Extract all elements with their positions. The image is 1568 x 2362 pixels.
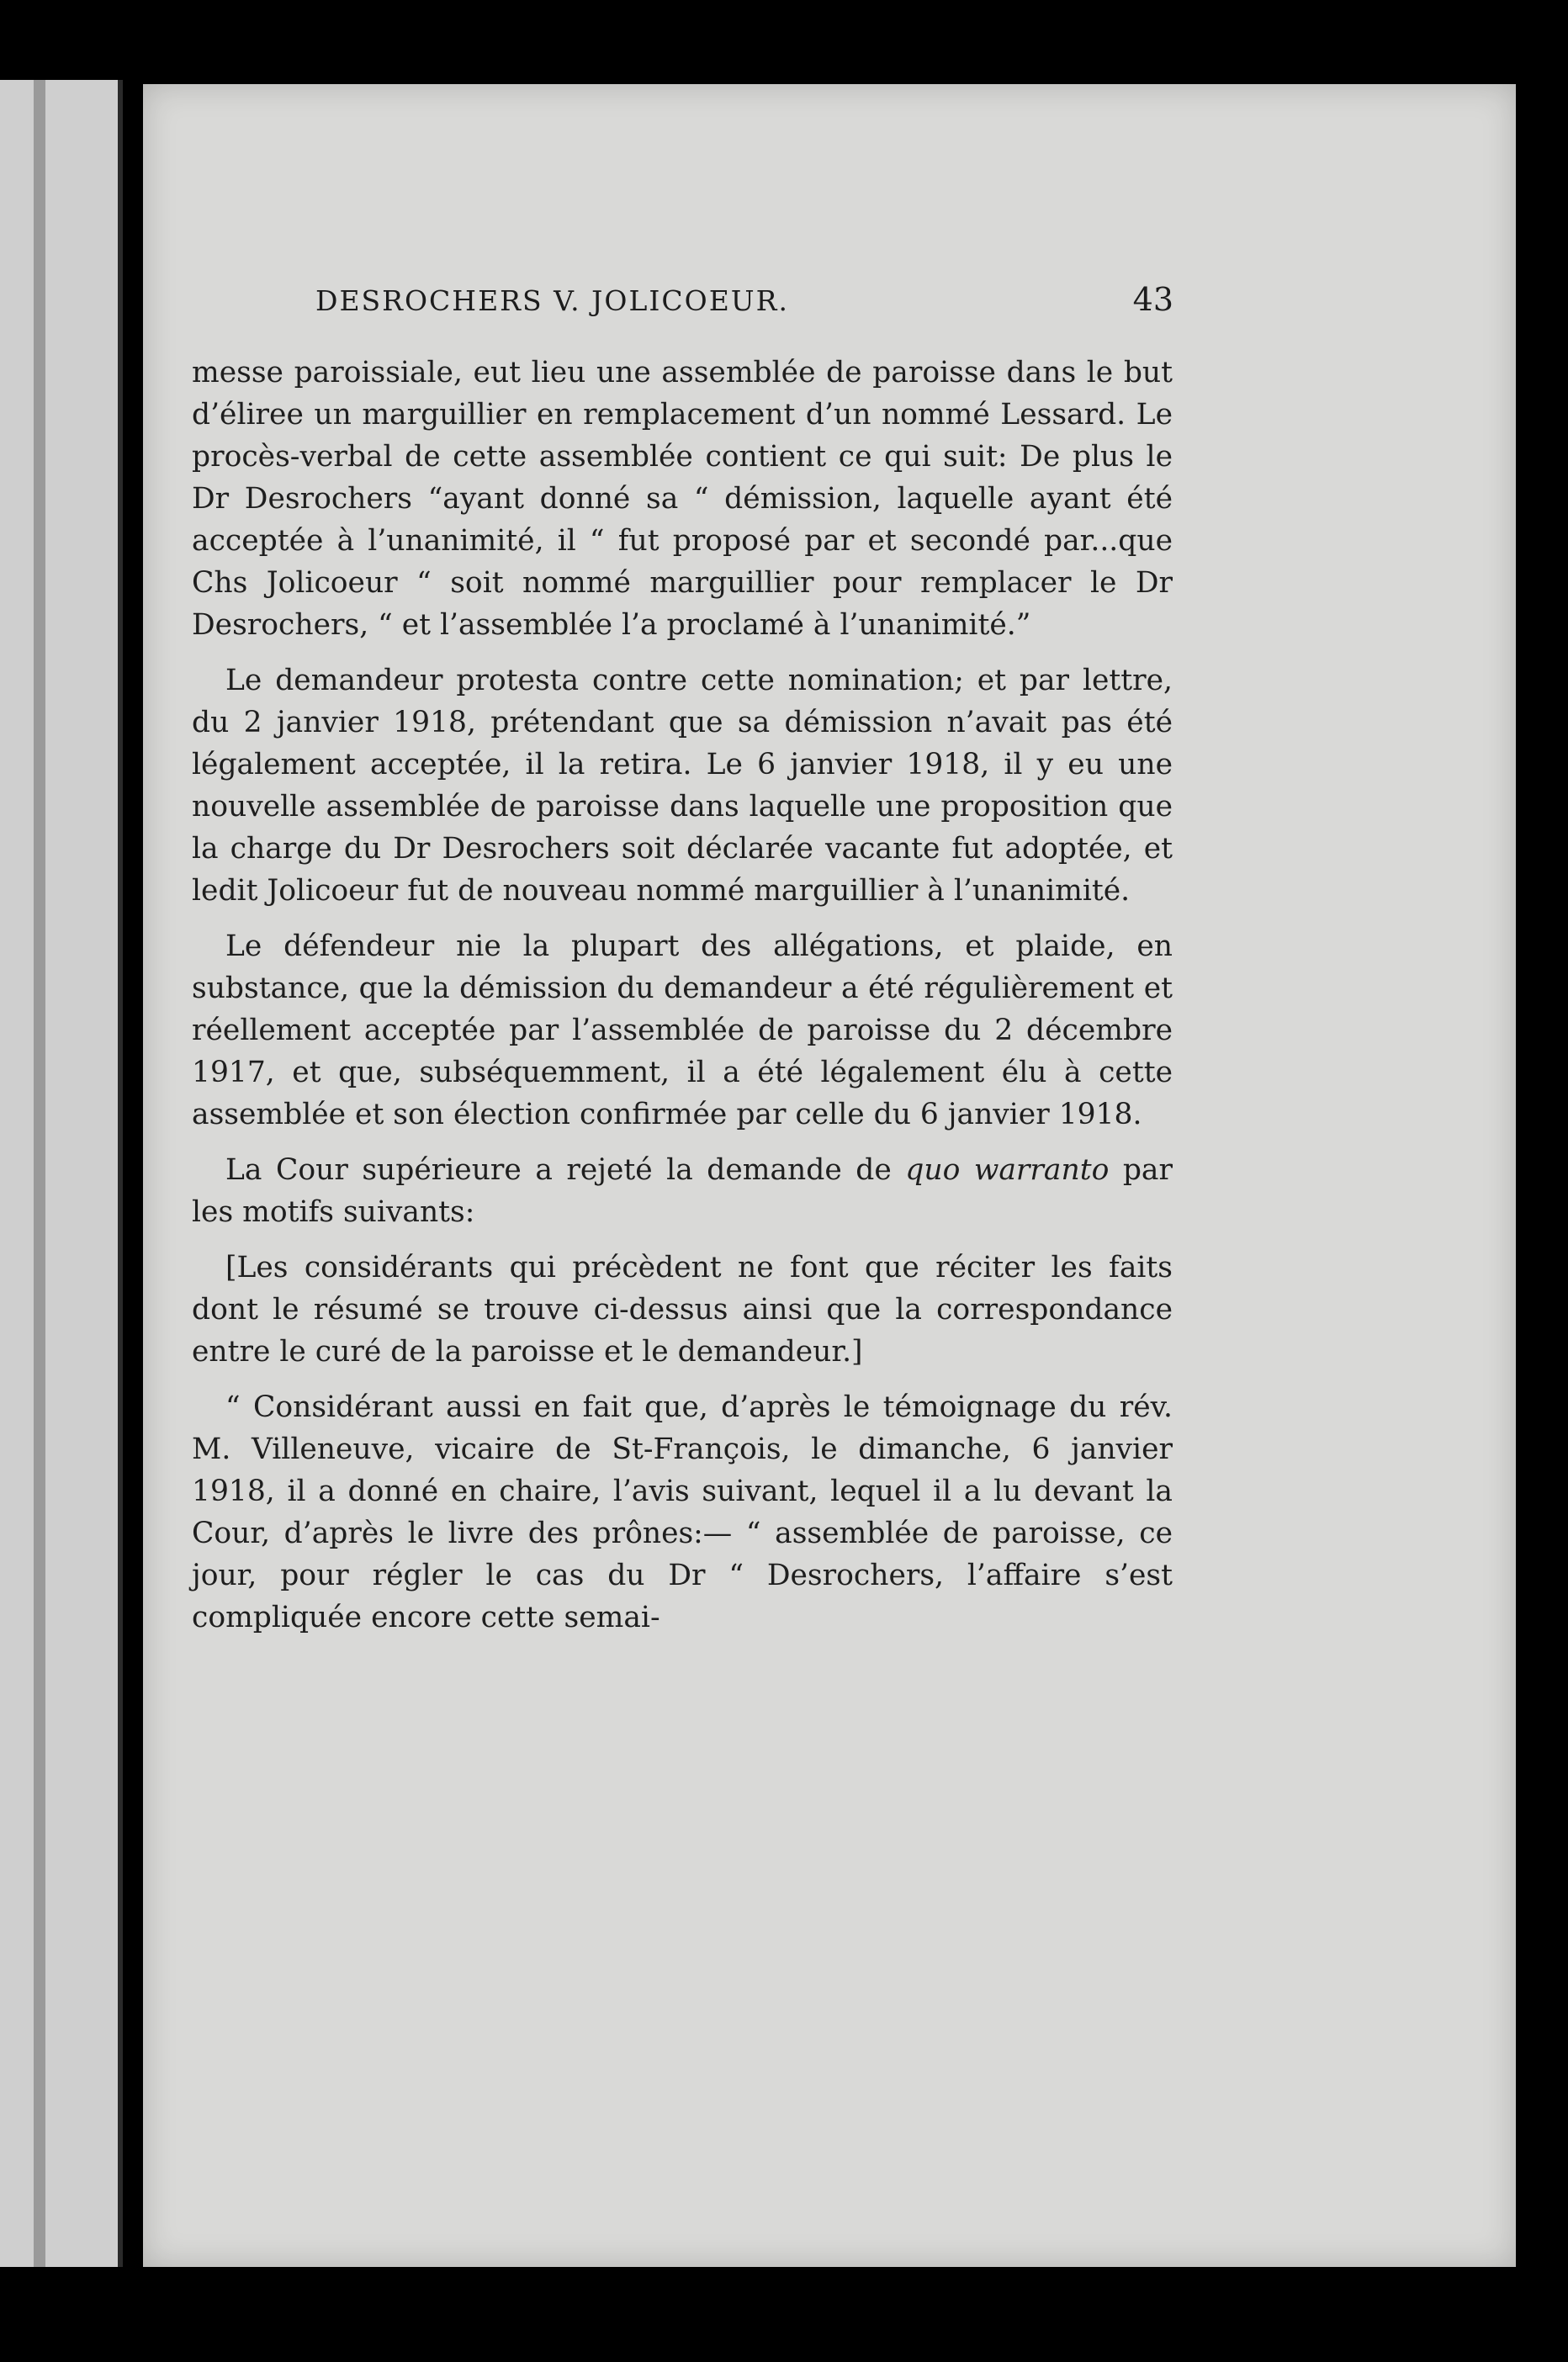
paragraph-4	[192, 1149, 1173, 1233]
paragraph-6: “ Considérant aussi en fait que, d’après le témoignage du rév. M. Villeneuve, vicaire de St-François, le dimanche, 6 janvier 1918, il a donné en chaire, l’avis suivant, lequel il a lu devant la Cour, d’après le livre des prônes:— “ assemblée de paroisse, ce jour, pour régler le cas du Dr “ Desrochers, l’affaire s’est compliquée encore cette semai-	[192, 1390, 1173, 1634]
paragraph-4-italic: quo warranto	[905, 1153, 1110, 1187]
body-text	[192, 352, 1173, 1652]
paragraph-3: Le défendeur nie la plupart des allégations, et plaide, en substance, que la démission du demandeur a été régulièrement et réellement acceptée par l’assemblée de paroisse du 2 décembre 1917, et que, subséquemment, il a été légalement élu à cette assemblée et son élection confirmée par celle du 6 janvier 1918.	[192, 929, 1173, 1131]
running-head	[193, 281, 1173, 335]
paragraph-5: [Les considérants qui précèdent ne font que réciter les faits dont le résumé se trouve ci-dessus ainsi que la correspondance entre le curé de la paroisse et le demandeur.]	[192, 1251, 1173, 1369]
paragraph-4-after: par les motifs suivants:	[192, 1153, 1173, 1229]
book-spine-shadow	[34, 80, 45, 2267]
adjacent-page-edge	[0, 80, 123, 2267]
page-number: 43	[1132, 281, 1173, 318]
paragraph-1: messe paroissiale, eut lieu une assemblée de paroisse dans le but d’éliree un marguillier en remplacement d’un nommé Lessard. Le procès-verbal de cette assemblée contient ce qui suit: De plus le Dr Desrochers “ayant donné sa “ démission, laquelle ayant été acceptée à l’unanimité, il “ fut proposé par et secondé par...que Chs Jolicoeur “ soit nommé marguillier pour remplacer le Dr Desrochers, “ et l’assemblée l’a proclamé à l’unanimité.”	[192, 356, 1173, 642]
paragraph-2: Le demandeur protesta contre cette nomination; et par lettre, du 2 janvier 1918, prétendant que sa démission n’avait pas été légalement acceptée, il la retira. Le 6 janvier 1918, il y eu une nouvelle assemblée de paroisse dans laquelle une proposition que la charge du Dr Desrochers soit déclarée vacante fut adoptée, et ledit Jolicoeur fut de nouveau nommé marguillier à l’unanimité.	[192, 664, 1173, 908]
paragraph-4-before: La Cour supérieure a rejeté la demande de	[225, 1153, 906, 1187]
running-title: DESROCHERS V. JOLICOEUR.	[315, 284, 789, 317]
